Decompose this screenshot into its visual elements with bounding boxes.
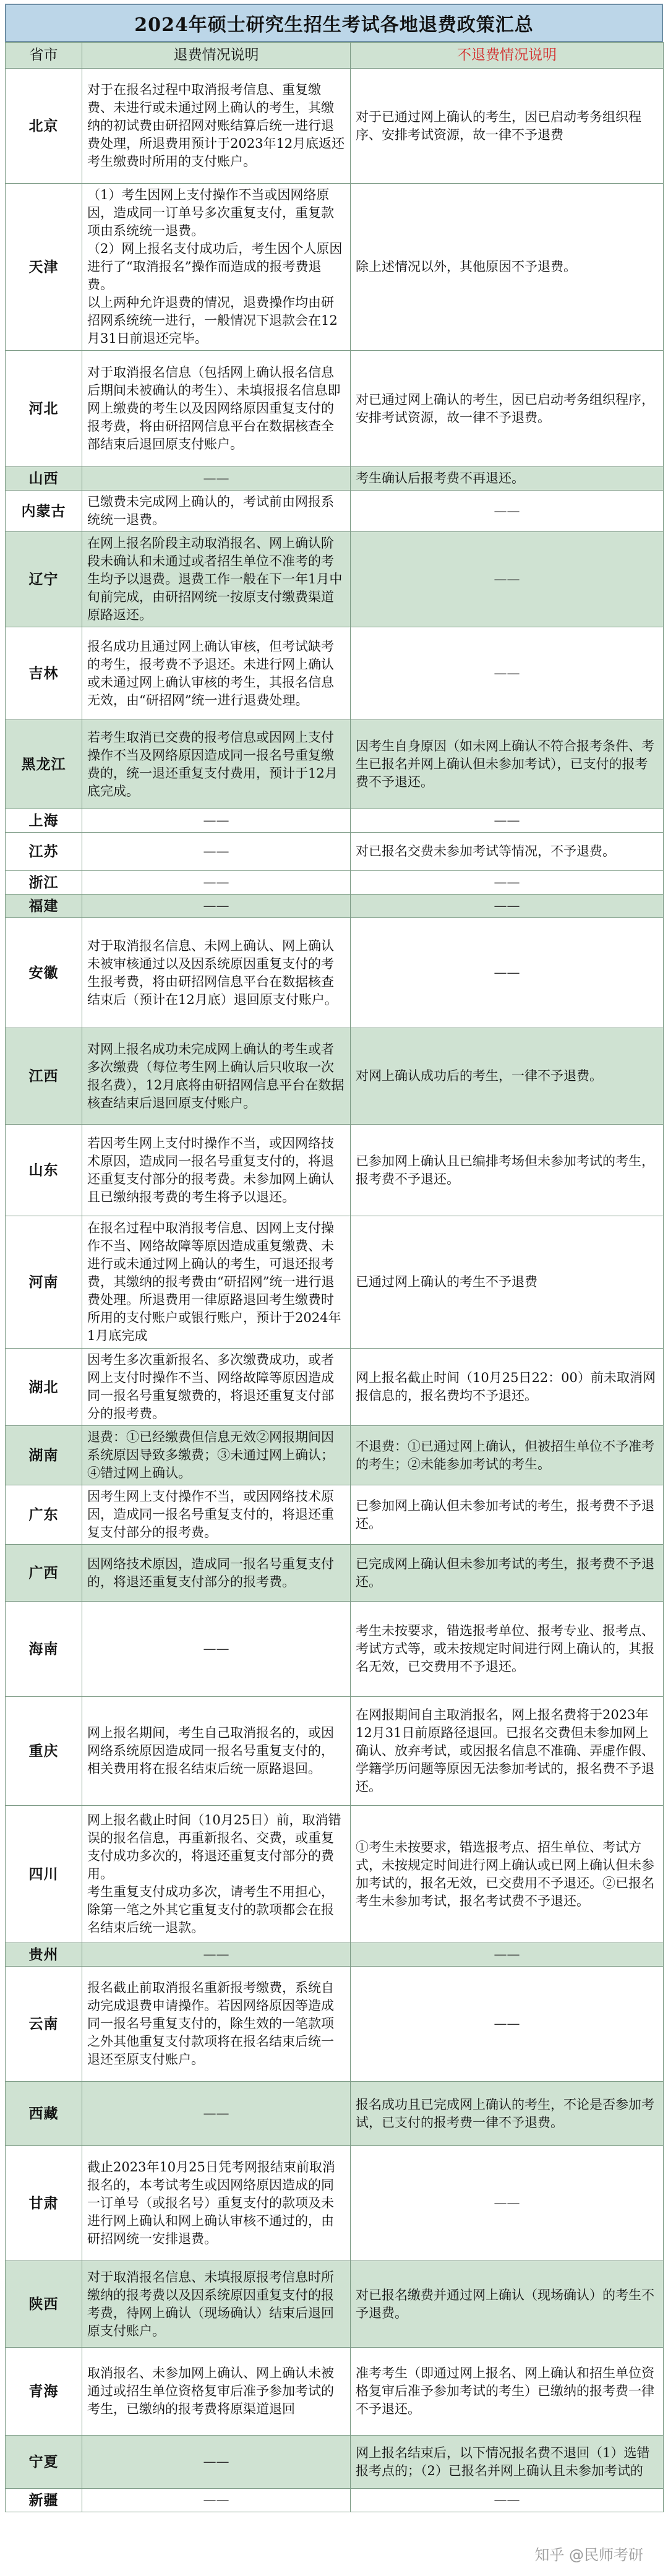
- table-row: [6, 184, 664, 351]
- refund-cell: 退费：①已经缴费但信息无效②网报期间因系统原因导致多缴费；③未通过网上确认；④错过网上确认。: [82, 1426, 351, 1485]
- table-row: [6, 69, 664, 184]
- table-row: [6, 2082, 664, 2146]
- table-row: [6, 1943, 664, 1967]
- no-refund-cell: 对已报名交费未参加考试等情况，不予退费。: [351, 833, 664, 871]
- no-refund-cell: 对网上确认成功后的考生，一律不予退费。: [351, 1028, 664, 1125]
- no-refund-cell: 在网报期间自主取消报名，网上报名费将于2023年12月31日前原路径退回。已报名交费但未参加网上确认、放弃考试，或因报名信息不准确、弄虚作假、学籍学历问题等原因无法参加考试的，报名费不予退还。: [351, 1697, 664, 1806]
- table-row: [6, 1806, 664, 1943]
- refund-cell: 因网络技术原因，造成同一报名号重复支付的，将退还重复支付部分的报考费。: [82, 1545, 351, 1602]
- table-row: [6, 627, 664, 720]
- no-refund-cell: ——: [351, 1943, 664, 1967]
- table-body: [6, 69, 664, 2512]
- province-cell: 天津: [6, 184, 82, 351]
- province-cell: 黑龙江: [6, 720, 82, 809]
- refund-cell: 对网上报名成功未完成网上确认的考生或者多次缴费（每位考生网上确认后只收取一次报名费），12月底将由研招网信息平台在数据核查结束后退回原支付账户。: [82, 1028, 351, 1125]
- province-cell: 海南: [6, 1602, 82, 1697]
- no-refund-cell: ——: [351, 1967, 664, 2082]
- policy-table: [5, 42, 664, 2512]
- province-cell: 河北: [6, 351, 82, 467]
- refund-cell: 网上报名截止时间（10月25日）前，取消错误的报名信息，再重新报名、交费，或重复支付成功多次的，将退还重复支付部分的费用。 考生重复支付成功多次，请考生不用担心，除第一笔之外其它重复支付的款项都会在报名结束后统一退款。: [82, 1806, 351, 1943]
- province-cell: 西藏: [6, 2082, 82, 2146]
- table-row: [6, 1125, 664, 1216]
- refund-cell: 若因考生网上支付时操作不当，或因网络技术原因，造成同一报名号重复支付的，将退还重复支付部分的报考费。未参加网上确认且已缴纳报考费的考生将予以退还。: [82, 1125, 351, 1216]
- province-cell: 青海: [6, 2348, 82, 2436]
- refund-cell: ——: [82, 1943, 351, 1967]
- no-refund-cell: ——: [351, 491, 664, 532]
- province-cell: 宁夏: [6, 2436, 82, 2489]
- refund-cell: ——: [82, 1602, 351, 1697]
- province-cell: 甘肃: [6, 2146, 82, 2261]
- table-row: [6, 532, 664, 627]
- table-header: [6, 43, 664, 69]
- province-cell: 广西: [6, 1545, 82, 1602]
- no-refund-cell: ①考生未按要求，错选报考点、招生单位、考试方式，未按规定时间进行网上确认或已网上确认但未参加考试的，报名无效，已交费用不予退还。②已报名考生未参加考试，报名考试费不予退还。: [351, 1806, 664, 1943]
- table-row: [6, 1545, 664, 1602]
- province-cell: 云南: [6, 1967, 82, 2082]
- header-no-refund: 不退费情况说明: [351, 43, 664, 69]
- province-cell: 广东: [6, 1485, 82, 1545]
- table-row: [6, 809, 664, 833]
- refund-cell: 取消报名、未参加网上确认、网上确认未被通过或招生单位资格复审后准予参加考试的考生，已缴纳的报考费将原渠道退回: [82, 2348, 351, 2436]
- province-cell: 重庆: [6, 1697, 82, 1806]
- refund-cell: 因考生多次重新报名、多次缴费成功，或者网上支付时操作不当、网络故障等原因造成同一报名号重复缴费的，将退还重复支付部分的报考费。: [82, 1349, 351, 1426]
- no-refund-cell: 已通过网上确认的考生不予退费: [351, 1216, 664, 1349]
- no-refund-cell: 对已通过网上确认的考生，因已启动考务组织程序，安排考试资源，故一律不予退费。: [351, 351, 664, 467]
- province-cell: 山东: [6, 1125, 82, 1216]
- table-row: [6, 1602, 664, 1697]
- table-row: [6, 1697, 664, 1806]
- refund-cell: 对于在报名过程中取消报考信息、重复缴费、未进行或未通过网上确认的考生，其缴纳的初试费由研招网对账结算后统一进行退费处理，所退费用预计于2023年12月底返还考生缴费时所用的支付账户。: [82, 69, 351, 184]
- refund-cell: 对于取消报名信息（包括网上确认报名信息后期间未被确认的考生）、未填报报名信息即网上缴费的考生以及因网络原因重复支付的报考费，将由研招网信息平台在数据核查全部结束后退回原支付账户。: [82, 351, 351, 467]
- province-cell: 北京: [6, 69, 82, 184]
- table-row: [6, 895, 664, 918]
- province-cell: 贵州: [6, 1943, 82, 1967]
- refund-cell: 对于取消报名信息、未网上确认、网上确认未被审核通过以及因系统原因重复支付的考生报考费，将由研招网信息平台在数据核查结束后（预计在12月底）退回原支付账户。: [82, 918, 351, 1028]
- province-cell: 吉林: [6, 627, 82, 720]
- province-cell: 陕西: [6, 2261, 82, 2348]
- table-row: [6, 720, 664, 809]
- no-refund-cell: 已参加网上确认且已编排考场但未参加考试的考生，报考费不予退还。: [351, 1125, 664, 1216]
- watermark: 知乎 @民师考研: [534, 2546, 643, 2564]
- no-refund-cell: 除上述情况以外，其他原因不予退费。: [351, 184, 664, 351]
- refund-cell: ——: [82, 895, 351, 918]
- refund-cell: 若考生取消已交费的报考信息或因网上支付操作不当及网络原因造成同一报名号重复缴费的，统一退还重复支付费用，预计于12月底完成。: [82, 720, 351, 809]
- no-refund-cell: 网上报名结束后，以下情况报名费不退回（1）选错报考点的；（2）已报名并网上确认且未参加考试的: [351, 2436, 664, 2489]
- refund-cell: 因考生网上支付操作不当，或因网络技术原因，造成同一报名号重复支付的，将退还重复支付部分的报考费。: [82, 1485, 351, 1545]
- refund-cell: 对于取消报名信息、未填报原报考信息时所缴纳的报考费以及因系统原因重复支付的报考费，待网上确认（现场确认）结束后退回原支付账户。: [82, 2261, 351, 2348]
- no-refund-cell: 对于已通过网上确认的考生，因已启动考务组织程序、安排考试资源，故一律不予退费: [351, 69, 664, 184]
- refund-cell: 报名成功且通过网上确认审核，但考试缺考的考生，报考费不予退还。未进行网上确认或未通过网上确认审核的考生，其报名信息无效，由“研招网”统一进行退费处理。: [82, 627, 351, 720]
- no-refund-cell: 对已报名缴费并通过网上确认（现场确认）的考生不予退费。: [351, 2261, 664, 2348]
- table-row: [6, 2146, 664, 2261]
- province-cell: 四川: [6, 1806, 82, 1943]
- table-row: [6, 1216, 664, 1349]
- header-row: [6, 43, 664, 69]
- refund-cell: 截止2023年10月25日凭考网报结束前取消报名的，本考试考生或因网络原因造成的同一订单号（或报名号）重复支付的款项及未进行网上确认和网上确认审核不通过的，由研招网统一安排退费。: [82, 2146, 351, 2261]
- refund-cell: ——: [82, 871, 351, 895]
- no-refund-cell: ——: [351, 2146, 664, 2261]
- header-province: 省市: [6, 43, 82, 69]
- table-row: [6, 871, 664, 895]
- no-refund-cell: 报名成功且已完成网上确认的考生，不论是否参加考试，已支付的报考费一律不予退费。: [351, 2082, 664, 2146]
- province-cell: 湖南: [6, 1426, 82, 1485]
- table-row: [6, 491, 664, 532]
- province-cell: 辽宁: [6, 532, 82, 627]
- table-row: [6, 351, 664, 467]
- province-cell: 湖北: [6, 1349, 82, 1426]
- no-refund-cell: 准考考生（即通过网上报名、网上确认和招生单位资格复审后准予参加考试的考生）已缴纳的报考费一律不予退还。: [351, 2348, 664, 2436]
- province-cell: 上海: [6, 809, 82, 833]
- province-cell: 浙江: [6, 871, 82, 895]
- no-refund-cell: ——: [351, 895, 664, 918]
- refund-cell: ——: [82, 833, 351, 871]
- province-cell: 安徽: [6, 918, 82, 1028]
- refund-cell: ——: [82, 809, 351, 833]
- refund-cell: 网上报名期间，考生自己取消报名的，或因网络系统原因造成同一报名号重复支付的，相关费用将在报名结束后统一原路退回。: [82, 1697, 351, 1806]
- table-row: [6, 2261, 664, 2348]
- province-cell: 新疆: [6, 2489, 82, 2512]
- refund-cell: 已缴费未完成网上确认的，考试前由网报系统统一退费。: [82, 491, 351, 532]
- refund-cell: ——: [82, 467, 351, 491]
- province-cell: 山西: [6, 467, 82, 491]
- no-refund-cell: ——: [351, 809, 664, 833]
- no-refund-cell: ——: [351, 627, 664, 720]
- table-row: [6, 1349, 664, 1426]
- refund-cell: ——: [82, 2489, 351, 2512]
- no-refund-cell: 网上报名截止时间（10月25日22：00）前未取消网报信息的，报名费均不予退还。: [351, 1349, 664, 1426]
- table-row: [6, 1028, 664, 1125]
- refund-cell: 报名截止前取消报名重新报考缴费，系统自动完成退费申请操作。若因网络原因等造成同一报名号重复支付的，除生效的一笔款项之外其他重复支付款项将在报名结束后统一退还至原支付账户。: [82, 1967, 351, 2082]
- table-row: [6, 918, 664, 1028]
- page-title: 2024年硕士研究生招生考试各地退费政策汇总: [5, 4, 663, 42]
- no-refund-cell: ——: [351, 871, 664, 895]
- refund-cell: 在网上报名阶段主动取消报名、网上确认阶段未确认和未通过或者招生单位不准考的考生均予以退费。退费工作一般在下一年1月中旬前完成，由研招网统一按原支付缴费渠道原路返还。: [82, 532, 351, 627]
- table-row: [6, 2489, 664, 2512]
- no-refund-cell: ——: [351, 532, 664, 627]
- header-refund: 退费情况说明: [82, 43, 351, 69]
- table-row: [6, 1426, 664, 1485]
- province-cell: 内蒙古: [6, 491, 82, 532]
- no-refund-cell: 因考生自身原因（如未网上确认不符合报考条件、考生已报名并网上确认但未参加考试），已支付的报考费不予退还。: [351, 720, 664, 809]
- no-refund-cell: 已参加网上确认但未参加考试的考生，报考费不予退还。: [351, 1485, 664, 1545]
- table-row: [6, 2436, 664, 2489]
- table-row: [6, 833, 664, 871]
- no-refund-cell: 考生未按要求，错选报考单位、报考专业、报考点、考试方式等，或未按规定时间进行网上确认的，其报名无效，已交费用不予退还。: [351, 1602, 664, 1697]
- table-row: [6, 1967, 664, 2082]
- table-row: [6, 2348, 664, 2436]
- no-refund-cell: 不退费：①已通过网上确认，但被招生单位不予准考的考生；②未能参加考试的考生。: [351, 1426, 664, 1485]
- refund-cell: ——: [82, 2082, 351, 2146]
- province-cell: 河南: [6, 1216, 82, 1349]
- refund-cell: （1）考生因网上支付操作不当或因网络原因，造成同一订单号多次重复支付，重复款项由系统统一退费。 （2）网上报名支付成功后，考生因个人原因进行了“取消报名”操作而造成的报考费退费。 以上两种允许退费的情况，退费操作均由研招网系统统一进行，一般情况下退款会在12月31日前退还完毕。: [82, 184, 351, 351]
- province-cell: 江苏: [6, 833, 82, 871]
- no-refund-cell: 已完成网上确认但未参加考试的考生，报考费不予退还。: [351, 1545, 664, 1602]
- table-row: [6, 1485, 664, 1545]
- no-refund-cell: 考生确认后报考费不再退还。: [351, 467, 664, 491]
- table-row: [6, 467, 664, 491]
- province-cell: 福建: [6, 895, 82, 918]
- refund-cell: 在报名过程中取消报考信息、因网上支付操作不当、网络故障等原因造成重复缴费、未进行或未通过网上确认的考生，可退还报考费，其缴纳的报考费由“研招网”统一进行退费处理。所退费用一律原路退回考生缴费时所用的支付账户或银行账户，预计于2024年1月底完成: [82, 1216, 351, 1349]
- no-refund-cell: ——: [351, 918, 664, 1028]
- no-refund-cell: ——: [351, 2489, 664, 2512]
- province-cell: 江西: [6, 1028, 82, 1125]
- refund-cell: ——: [82, 2436, 351, 2489]
